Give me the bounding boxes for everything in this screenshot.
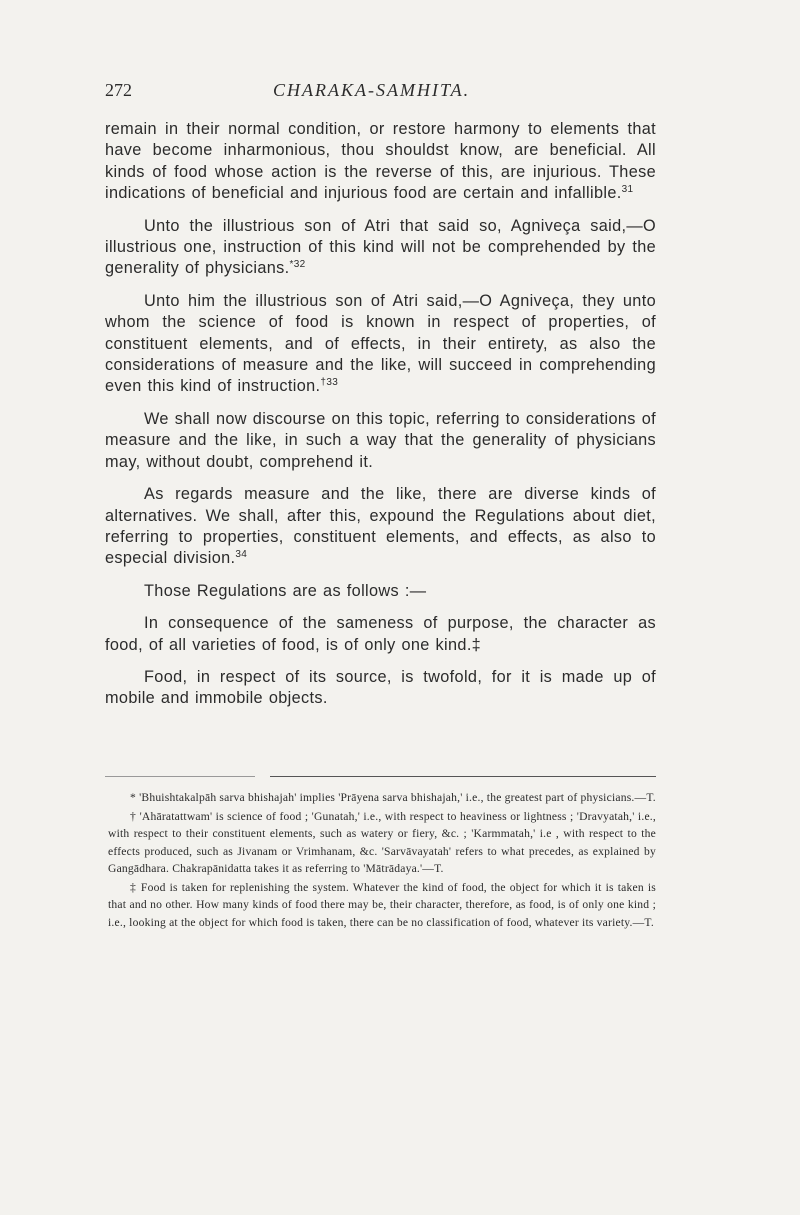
paragraph: Unto the illustrious son of Atri that said so, Agniveça said,—O illustrious one, instruction of this kind will not be comprehended by the generality of physicians.$^{*32}$ bbox=[105, 216, 656, 278]
footnote-marker: *32 bbox=[289, 259, 306, 271]
footnote: * 'Bhuishtakalpāh sarva bhishajah' implies 'Prāyena sarva bhishajah,' i.e., the greatest part of physicians.—T. bbox=[130, 791, 656, 804]
footnotes bbox=[108, 789, 656, 932]
footnote-marker: 31 bbox=[621, 184, 634, 196]
footnote-divider bbox=[270, 776, 656, 777]
footnote-marker: †33 bbox=[320, 377, 339, 389]
paragraph: Food, in respect of its source, is twofold, for it is made up of mobile and immobile objects. bbox=[105, 667, 656, 708]
footnote: † 'Ahāratattwam' is science of food ; 'Gunatah,' i.e., with respect to heaviness or lightness ; 'Dravyatah,' i.e., with respect to their constituent elements, such as watery or fiery, &c. ; 'Karmmatah,' i.e , with respect to the effects produced, such as Jivanam or Vrimhanam, &c. 'Sarvāvayatah' refers to what precedes, as explained by Gangādhara. Chakrapānidatta takes it as referring to 'Mātrādaya.'—T. bbox=[108, 809, 656, 875]
page-header bbox=[105, 80, 655, 110]
paragraph: We shall now discourse on this topic, referring to considerations of measure and the like, in such a way that the generality of physicians may, without doubt, comprehend it. bbox=[105, 409, 656, 471]
paragraph: In consequence of the sameness of purpose, the character as food, of all varieties of food, is of only one kind.‡ bbox=[105, 614, 656, 654]
footnote-marker: 34 bbox=[235, 549, 248, 561]
footnote-divider-short bbox=[105, 776, 255, 777]
paragraph: As regards measure and the like, there are diverse kinds of alternatives. We shall, after this, expound the Regulations about diet, referring to properties, constituent elements, and effects, as also to especial division.$^{34}$ bbox=[105, 485, 656, 568]
footnote: ‡ Food is taken for replenishing the system. Whatever the kind of food, the object for which it is taken is that and no other. How many kinds of food there may be, their character, therefore, as food, is of only one kind ; i.e., looking at the object for which food is taken, there can be no classification of food, whatever its variety.—T. bbox=[108, 880, 656, 929]
page-number: 272 bbox=[105, 80, 132, 100]
paragraph: Unto him the illustrious son of Atri said,—O Agniveça, they unto whom the science of food is known in respect of properties, of constituent elements, and of effects, in their entirety, as also the considerations of measure and the like, will succeed in comprehending even this kind of instruction.$^{\dagger 33}$ bbox=[105, 291, 656, 396]
paragraph: remain in their normal condition, or restore harmony to elements that have become inharmonious, thou shouldst know, are beneficial. All kinds of food whose action is the reverse of this, are injurious. These indications of beneficial and injurious food are certain and infallible.$^{31}$ bbox=[105, 120, 656, 203]
paragraph: Those Regulations are as follows :— bbox=[144, 581, 427, 600]
main-text bbox=[105, 119, 656, 721]
running-title: CHARAKA-SAMHITA. bbox=[273, 80, 471, 100]
